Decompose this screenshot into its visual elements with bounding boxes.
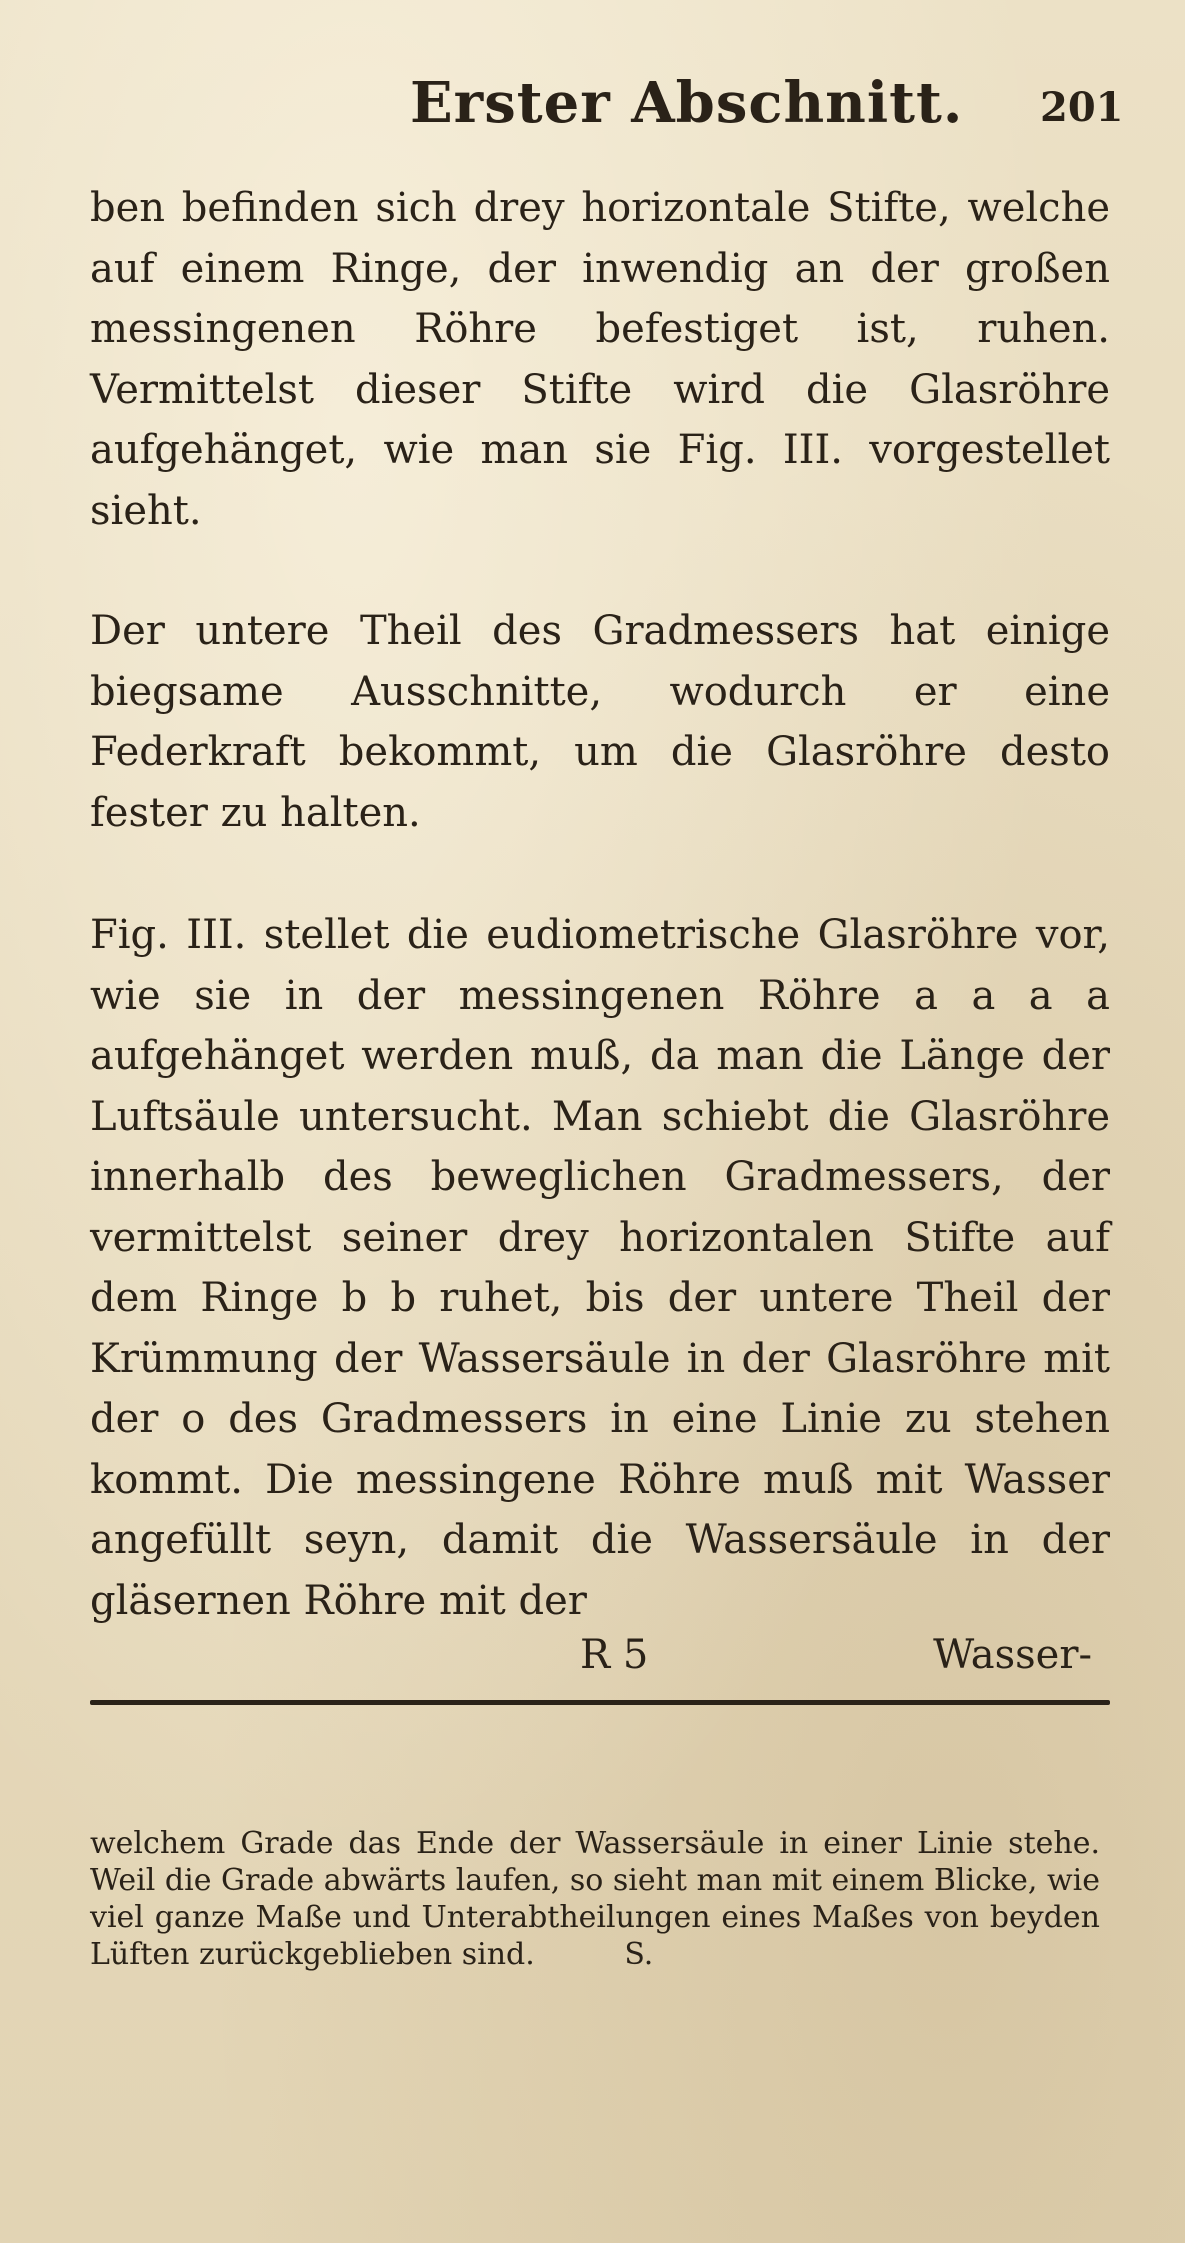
footnote bbox=[90, 1825, 1100, 1973]
page-number: 201 bbox=[1040, 84, 1124, 131]
page-header bbox=[0, 62, 1185, 142]
paragraph-2: Der untere Theil des Gradmessers hat einige biegsame Ausschnitte, wodurch er eine Federkraft bekommt, um die Glasröhre desto fester zu halten. bbox=[90, 608, 1110, 836]
paragraph-1: ben befinden sich drey horizontale Stifte, welche auf einem Ringe, der inwendig an der großen messingenen Röhre befestiget ist, ruhen. Vermittelst dieser Stifte wird die Glasröhre aufgehänget, wie man sie Fig. III. vorgestellet sieht. bbox=[90, 185, 1110, 534]
paragraph-3: Fig. III. stellet die eudiometrische Glasröhre vor, wie sie in der messingenen Röhre a a a a aufgehänget werden muß, da man die Länge der Luftsäule untersucht. Man schiebt die Glasröhre innerhalb des beweglichen Gradmessers, der vermittelst seiner drey horizontalen Stifte auf dem Ringe b b ruhet, bis der untere Theil der Krümmung der Wassersäule in der Glasröhre mit der o des Gradmessers in eine Linie zu stehen kommt. Die messingene Röhre muß mit Wasser angefüllt seyn, damit die Wassersäule in der gläsernen Röhre mit der bbox=[90, 912, 1110, 1624]
catchword: Wasser- bbox=[933, 1632, 1092, 1678]
footnote-rule bbox=[90, 1700, 1110, 1705]
running-head: Erster Abschnitt. bbox=[410, 70, 964, 136]
main-text bbox=[90, 178, 1110, 1631]
signature-line bbox=[90, 1632, 1110, 1692]
signature-mark: R 5 bbox=[580, 1632, 649, 1678]
footnote-sign: S. bbox=[624, 1937, 654, 1972]
footnote-text: welchem Grade das Ende der Wassersäule in einer Linie stehe. Weil die Grade abwärts laufen, so sieht man mit einem Blicke, wie viel ganze Maße und Unterabtheilungen eines Maßes von beyden Lüften zurückgeblieben sind. bbox=[90, 1826, 1100, 1972]
